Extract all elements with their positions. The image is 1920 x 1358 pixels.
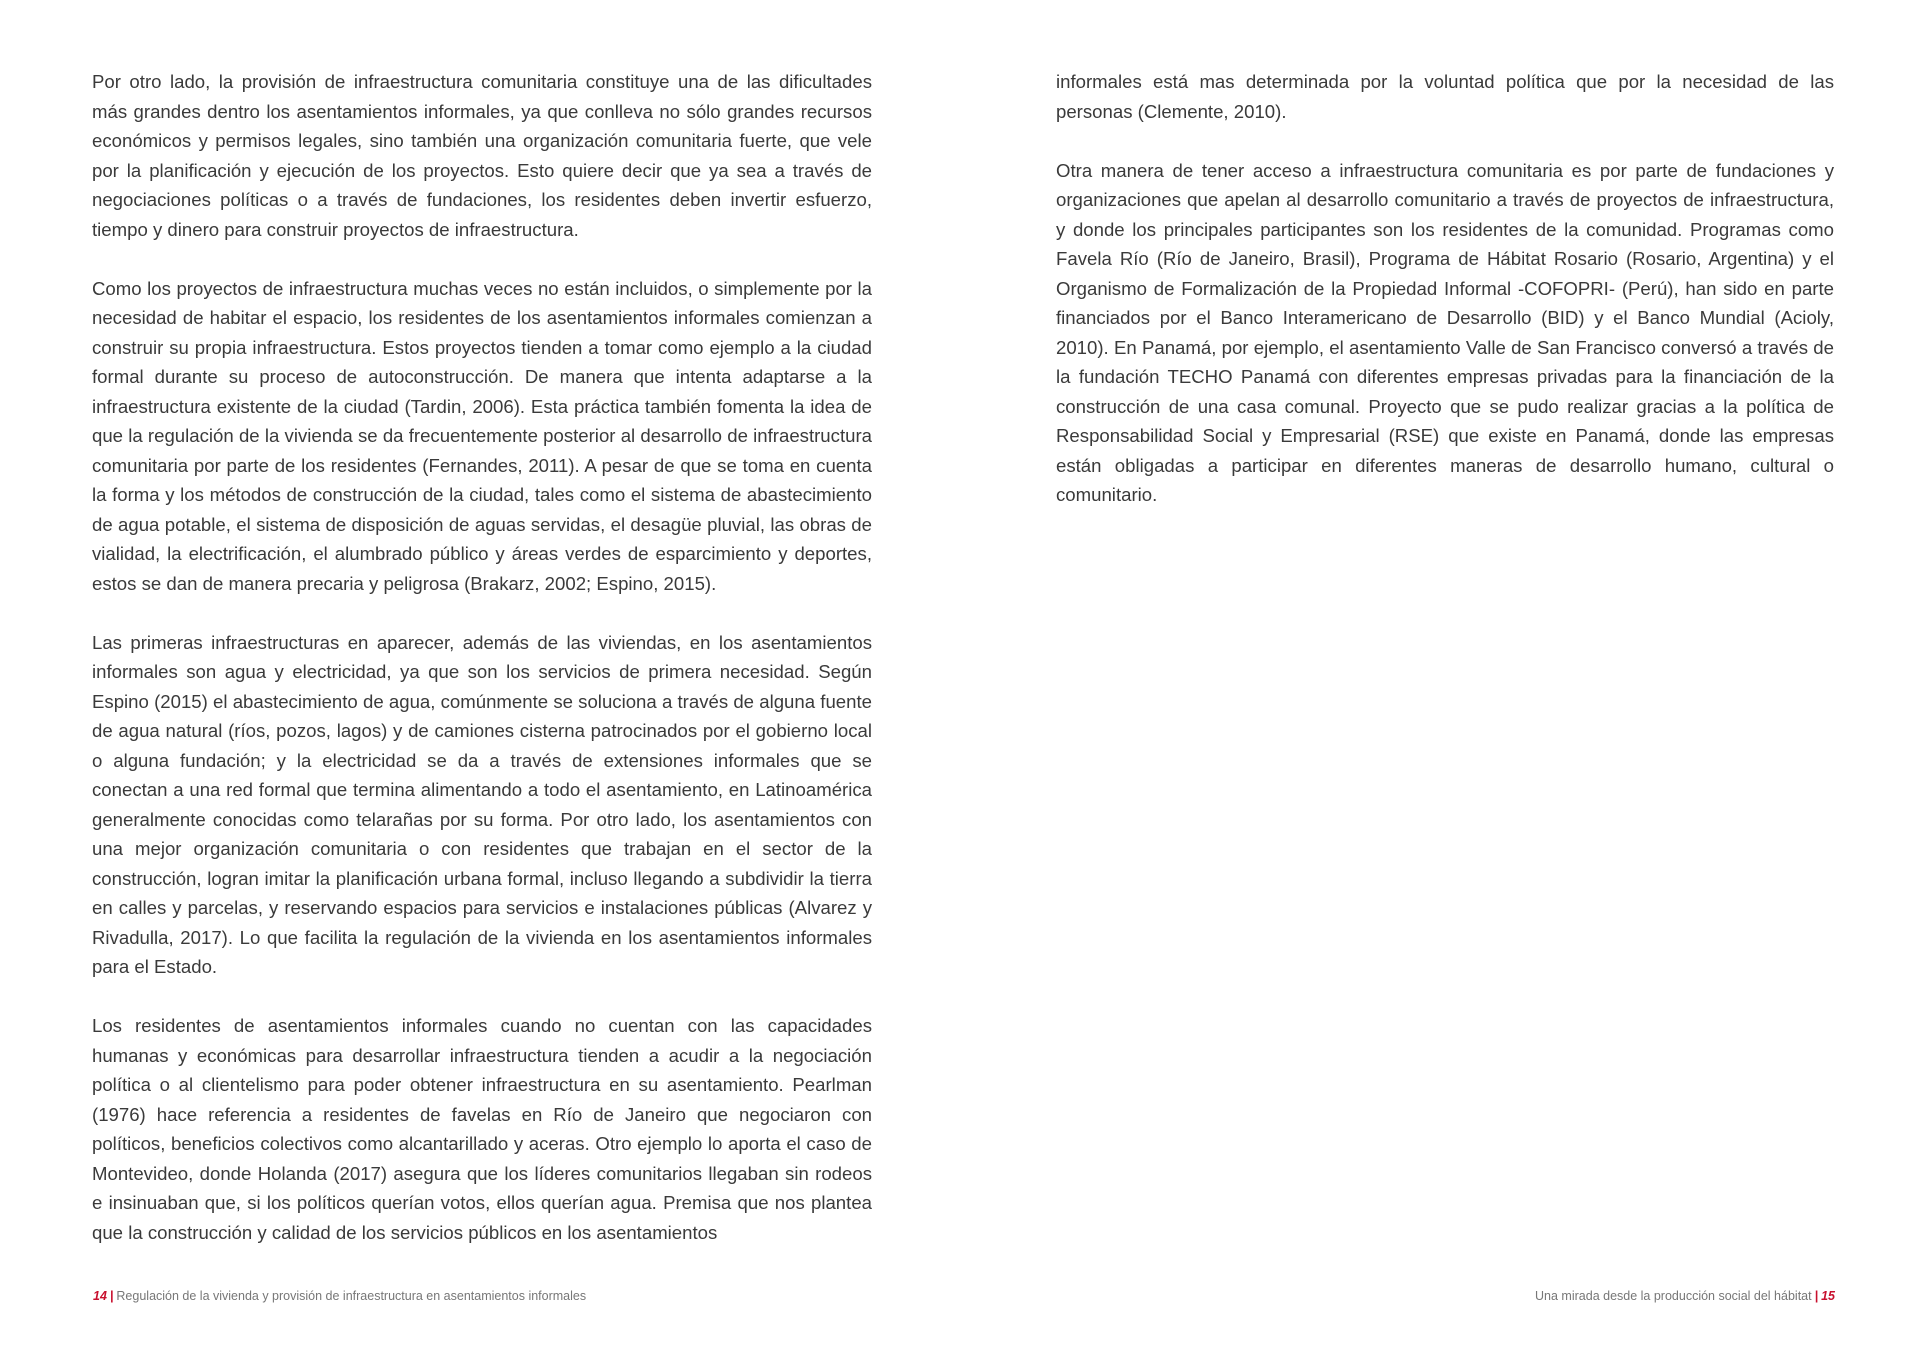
paragraph: Como los proyectos de infraestructura muchas veces no están incluidos, o simplemente por la necesidad de habitar el espacio, los residentes de los asentamientos informales comienzan a construir su propia infraestructura. Estos proyectos tienden a tomar como ejemplo a la ciudad formal durante su proceso de autoconstrucción. De manera que intenta adaptarse a la infraestructura existente de la ciudad (Tardin, 2006). Esta práctica también fomenta la idea de que la regulación de la vivienda se da frecuentemente posterior al desarrollo de infraestructura comunitaria por parte de los residentes (Fernandes, 2011). A pesar de que se toma en cuenta la forma y los métodos de construcción de la ciudad, tales como el sistema de abastecimiento de agua potable, el sistema de disposición de aguas servidas, el desagüe pluvial, las obras de vialidad, la electrificación, el alumbrado público y áreas verdes de esparcimiento y deportes, estos se dan de manera precaria y peligrosa (Brakarz, 2002; Espino, 2015). — [92, 277, 872, 594]
right-page — [960, 0, 1920, 1358]
left-text-column — [92, 67, 872, 1277]
footer-separator: | — [109, 1289, 114, 1303]
paragraph: Los residentes de asentamientos informales cuando no cuentan con las capacidades humanas y económicas para desarrollar infraestructura tienden a acudir a la negociación política o al clientelismo para poder obtener infraestructura en su asentamiento. Pearlman (1976) hace referencia a residentes de favelas en Río de Janeiro que negociaron con políticos, beneficios colectivos como alcantarillado y aceras. Otro ejemplo lo aporta el caso de Montevideo, donde Holanda (2017) asegura que los líderes comunitarios llegaban sin rodeos e insinuaban que, si los políticos querían votos, ellos querían agua. Premisa que nos plantea que la construcción y calidad de los servicios públicos en los asentamientos — [92, 1015, 872, 1243]
running-title: Una mirada desde la producción social del hábitat — [1535, 1289, 1812, 1303]
page-number: 15 — [1821, 1289, 1835, 1303]
paragraph: Por otro lado, la provisión de infraestructura comunitaria constituye una de las dificultades más grandes dentro los asentamientos informales, ya que conlleva no sólo grandes recursos económicos y permisos legales, sino también una organización comunitaria fuerte, que vele por la planificación y ejecución de los proyectos. Esto quiere decir que ya sea a través de negociaciones políticas o a través de fundaciones, los residentes deben invertir esfuerzo, tiempo y dinero para construir proyectos de infraestructura. — [92, 71, 872, 240]
paragraph: informales está mas determinada por la voluntad política que por la necesidad de las personas (Clemente, 2010). — [1056, 71, 1834, 122]
right-text-column — [1056, 67, 1834, 539]
left-footer — [93, 1288, 586, 1304]
paragraph: Otra manera de tener acceso a infraestructura comunitaria es por parte de fundaciones y organizaciones que apelan al desarrollo comunitario a través de proyectos de infraestructura, y donde los principales participantes son los residentes de la comunidad. Programas como Favela Río (Río de Janeiro, Brasil), Programa de Hábitat Rosario (Rosario, Argentina) y el Organismo de Formalización de la Propiedad Informal -COFOPRI- (Perú), han sido en parte financiados por el Banco Interamericano de Desarrollo (BID) y el Banco Mundial (Acioly, 2010). En Panamá, por ejemplo, el asentamiento Valle de San Francisco conversó a través de la fundación TECHO Panamá con diferentes empresas privadas para la financiación de la construcción de una casa comunal. Proyecto que se pudo realizar gracias a la política de Responsabilidad Social y Empresarial (RSE) que existe en Panamá, donde las empresas están obligadas a participar en diferentes maneras de desarrollo humano, cultural o comunitario. — [1056, 159, 1834, 505]
right-footer — [1535, 1288, 1835, 1304]
footer-separator: | — [1814, 1289, 1819, 1303]
paragraph: Las primeras infraestructuras en aparecer, además de las viviendas, en los asentamientos informales son agua y electricidad, ya que son los servicios de primera necesidad. Según Espino (2015) el abastecimiento de agua, comúnmente se soluciona a través de alguna fuente de agua natural (ríos, pozos, lagos) y de camiones cisterna patrocinados por el gobierno local o alguna fundación; y la electricidad se da a través de extensiones informales que se conectan a una red formal que termina alimentando a todo el asentamiento, en Latinoamérica generalmente conocidas como telarañas por su forma. Por otro lado, los asentamientos con una mejor organización comunitaria o con residentes que trabajan en el sector de la construcción, logran imitar la planificación urbana formal, incluso llegando a subdividir la tierra en calles y parcelas, y reservando espacios para servicios e instalaciones públicas (Alvarez y Rivadulla, 2017). Lo que facilita la regulación de la vivienda en los asentamientos informales para el Estado. — [92, 631, 872, 977]
running-title: Regulación de la vivienda y provisión de infraestructura en asentamientos informales — [116, 1289, 587, 1303]
page-number: 14 — [93, 1289, 107, 1303]
